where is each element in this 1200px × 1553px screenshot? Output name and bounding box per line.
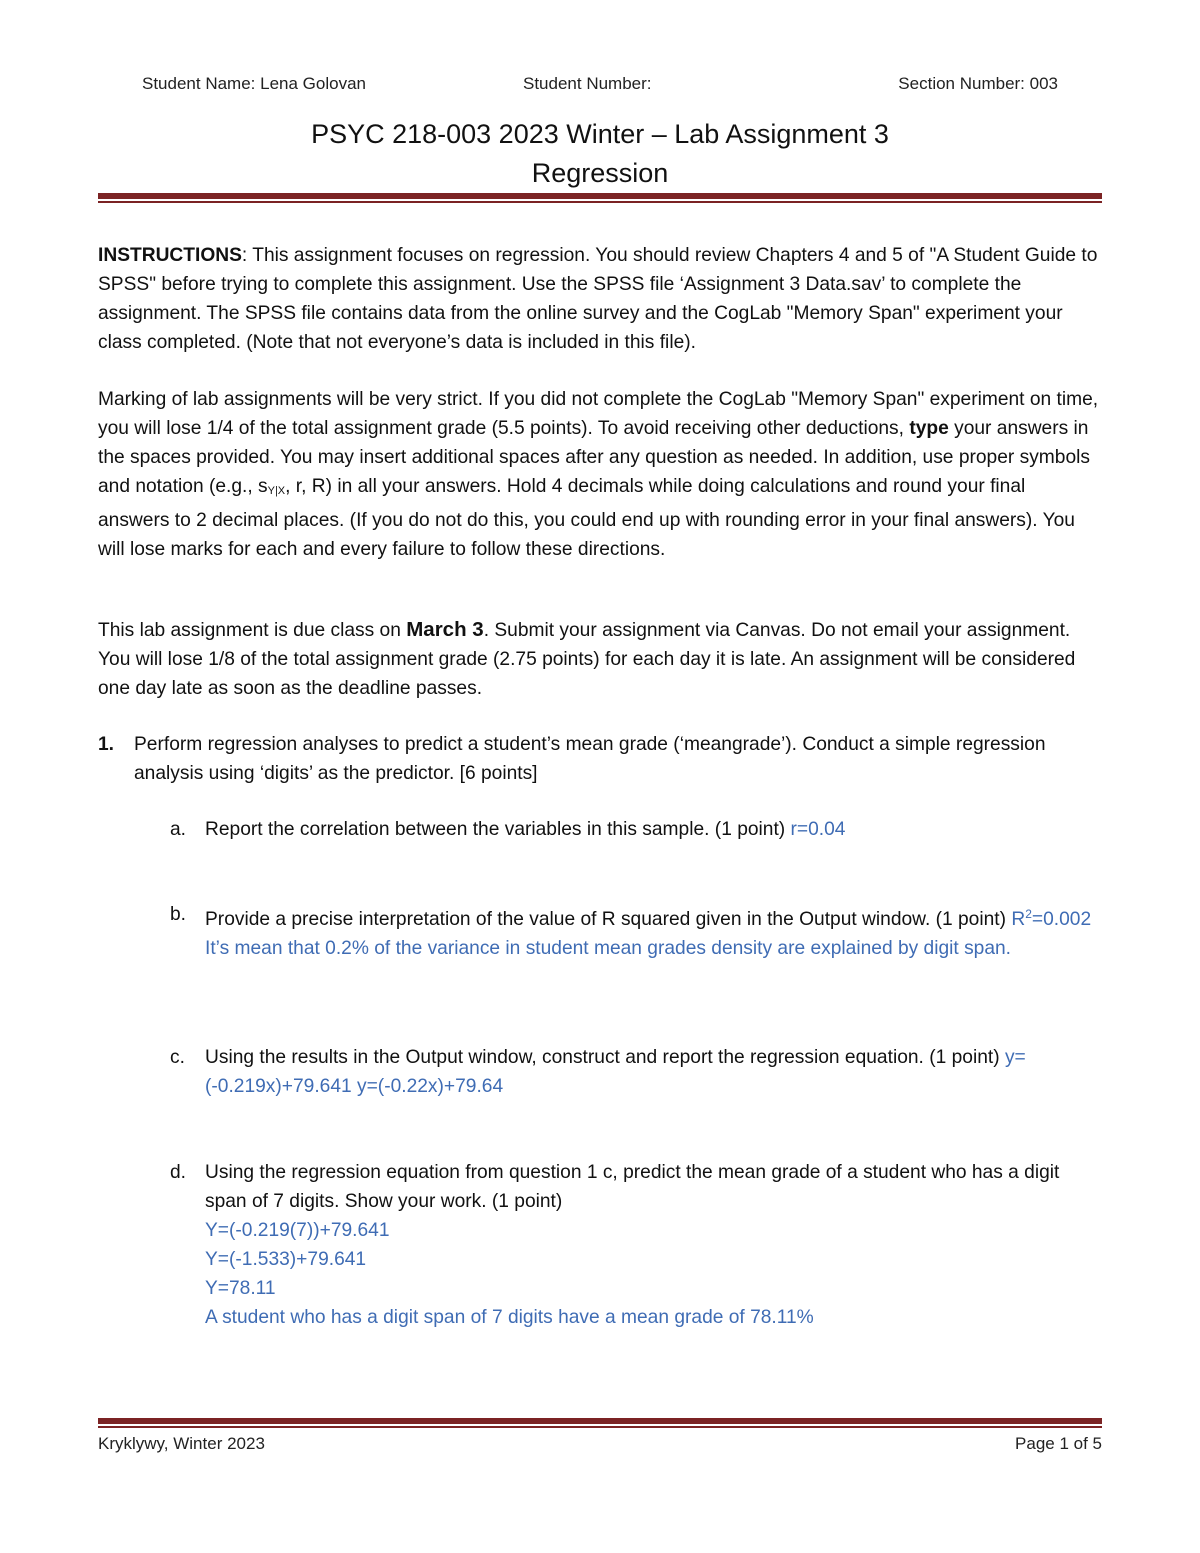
answer-r-squared[interactable]	[1011, 909, 1091, 930]
marking-text-before: Marking of lab assignments will be very strict. If you did not complete the CogLab "Memory Span" experiment on time, you will lose 1/4 of the total assignment grade (5.5 points). To avoid receiving other deductions,	[98, 389, 1099, 439]
document-title: PSYC 218-003 2023 Winter – Lab Assignment 3	[311, 119, 889, 149]
header-rule-thick	[98, 193, 1102, 199]
subquestion-prompt: Report the correlation between the variables in this sample. (1 point)	[205, 819, 791, 840]
question-text: Perform regression analyses to predict a student’s mean grade (‘meangrade’). Conduct a simple regression analysis using ‘digits’ as the predictor. [6 points]	[134, 734, 1046, 784]
student-name: Student Name: Lena Golovan	[142, 74, 366, 93]
subquestion-prompt: Using the regression equation from question 1 c, predict the mean grade of a student who has a digit span of 7 digits. Show your work. (1 point)	[205, 1162, 1060, 1212]
instructions-paragraph	[98, 241, 1102, 357]
footer-rule-thick	[98, 1418, 1102, 1424]
answer-line[interactable]: Y=(-0.219(7))+79.641	[205, 1220, 390, 1241]
question-number: 1.	[98, 734, 115, 755]
subquestion-content	[205, 900, 1100, 963]
subquestion-prompt: Using the results in the Output window, construct and report the regression equation. (1 point)	[205, 1047, 1005, 1068]
answer-superscript: 2	[1025, 907, 1032, 921]
answer-line[interactable]: A student who has a digit span of 7 digits have a mean grade of 78.11%	[205, 1307, 814, 1328]
subquestion-letter: d.	[170, 1162, 187, 1183]
marking-paragraph	[98, 385, 1102, 564]
answer-line[interactable]: Y=(-1.533)+79.641	[205, 1249, 367, 1270]
footer-author: Kryklywy, Winter 2023	[98, 1434, 265, 1453]
notation-subscript: Y|X	[267, 485, 286, 497]
due-text-after: . Submit your assignment via Canvas. Do not email your assignment. You will lose 1/8 of the total assignment grade (2.75 points) for each day it is late. An assignment will be considered one day late as soon as the deadline passes.	[98, 620, 1076, 699]
answer-interpretation[interactable]: It’s mean that 0.2% of the variance in student mean grades density are explained by digit span.	[205, 938, 1012, 959]
answer-r-value: =0.002	[1031, 909, 1092, 930]
document-subtitle: Regression	[531, 158, 669, 188]
due-text-before: This lab assignment is due class on	[98, 620, 407, 641]
marking-text-after: , r, R) in all your answers. Hold 4 decimals while doing calculations and round your final answers to 2 decimal places. (If you do not do this, you could end up with rounding error in your final answers). You will lose marks for each and every failure to follow these directions.	[98, 476, 1075, 560]
answer-line[interactable]: Y=78.11	[205, 1278, 276, 1299]
marking-text-mid: your answers in the spaces provided. You may insert additional spaces after any question as needed. In addition, use proper symbols and notation (e.g., s	[98, 418, 1090, 497]
answer-text[interactable]: y=(-0.219x)+79.641 y=(-0.22x)+79.64	[205, 1047, 1026, 1097]
due-paragraph	[98, 615, 1102, 703]
subquestion-letter: c.	[170, 1047, 185, 1068]
subquestion-letter: a.	[170, 819, 187, 840]
due-date: March 3	[406, 618, 484, 641]
footer-page-number: Page 1 of 5	[1015, 1434, 1102, 1453]
type-emphasis: type	[909, 418, 949, 439]
answer-text[interactable]: r=0.04	[790, 819, 846, 840]
subquestion-letter: b.	[170, 904, 187, 925]
subquestion-content	[205, 1158, 1100, 1332]
section-number: Section Number: 003	[898, 74, 1058, 93]
page-header	[142, 74, 1058, 98]
student-number: Student Number:	[523, 74, 652, 93]
instructions-label: INSTRUCTIONS	[98, 245, 242, 266]
header-rule-thin	[98, 201, 1102, 203]
answer-r-symbol: R	[1011, 909, 1026, 930]
subquestion-content	[205, 815, 1100, 844]
instructions-text: : This assignment focuses on regression. You should review Chapters 4 and 5 of "A Student Guide to SPSS" before trying to complete this assignment. Use the SPSS file ‘Assignment 3 Data.sav’ to complete the assignment. The SPSS file contains data from the online survey and the CogLab "Memory Span" experiment your class completed. (Note that not everyone’s data is included in this file).	[98, 245, 1098, 353]
subquestion-prompt: Provide a precise interpretation of the value of R squared given in the Output window. (1 point)	[205, 909, 1012, 930]
subquestion-content	[205, 1043, 1100, 1101]
footer-rule-thin	[98, 1426, 1102, 1428]
